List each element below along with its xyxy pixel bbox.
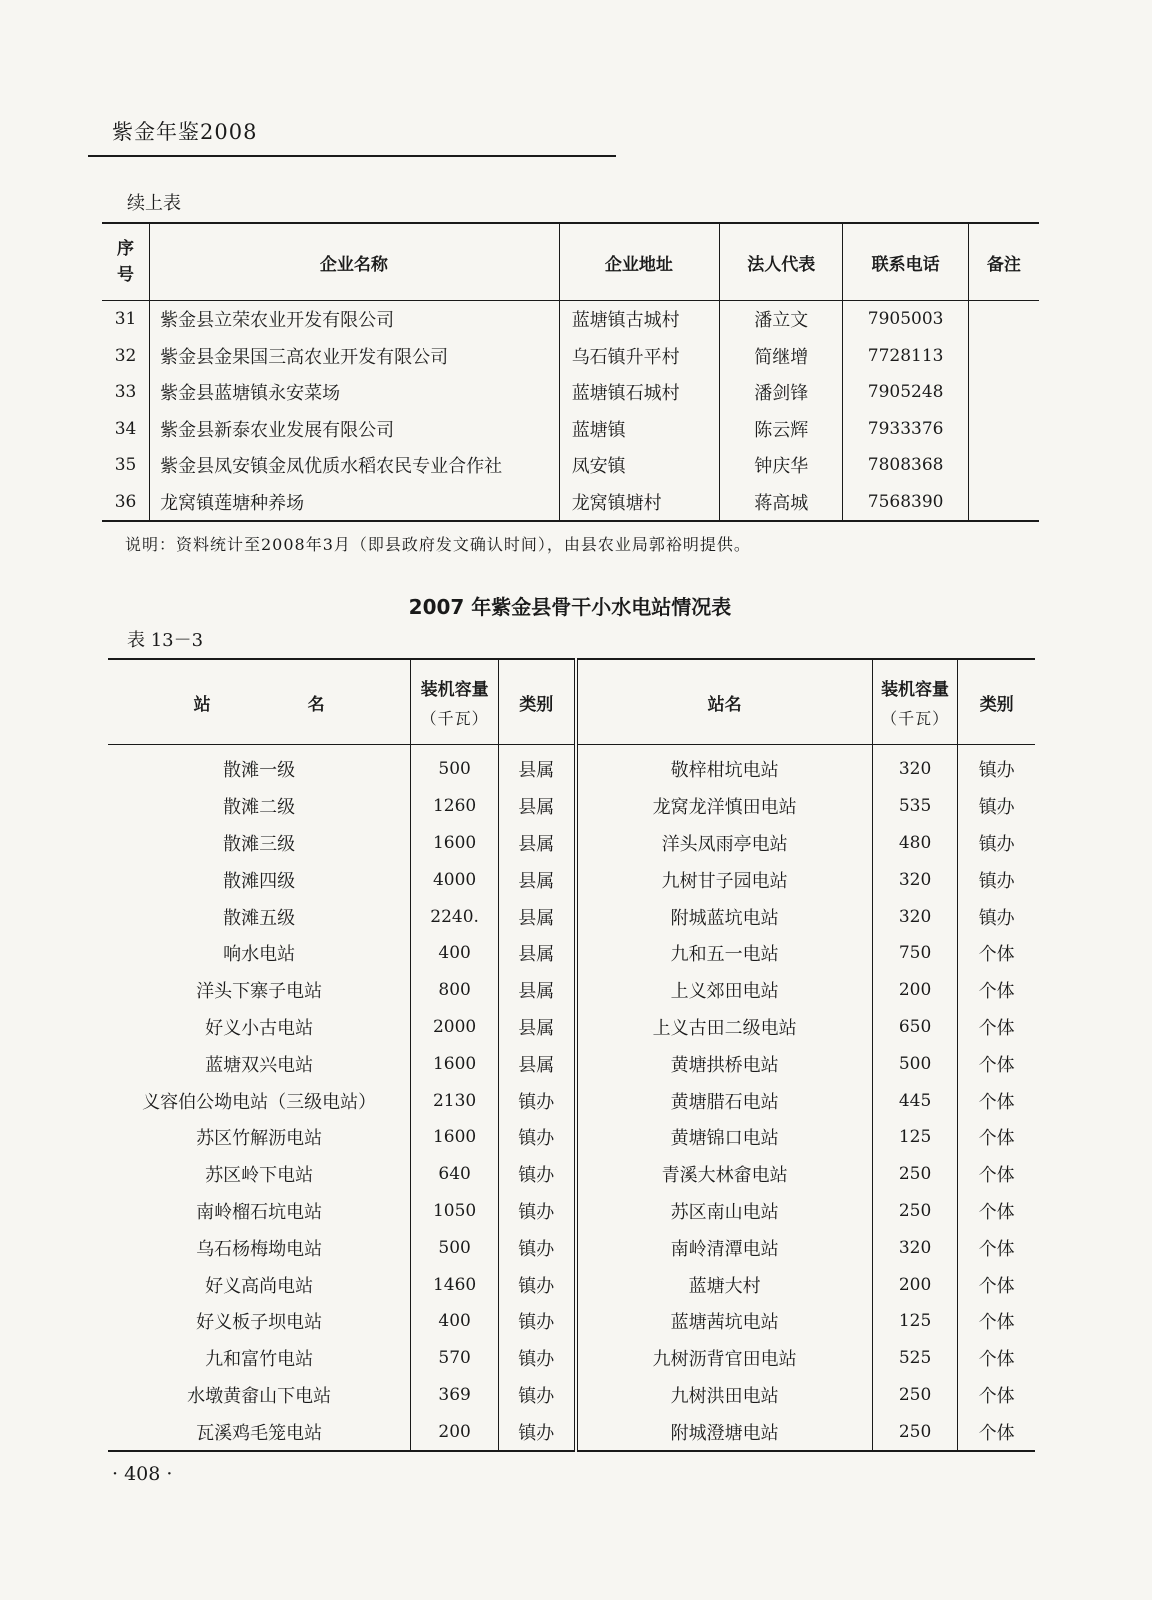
station-type: 镇办 <box>958 825 1035 862</box>
capacity-kw: 1460 <box>411 1266 499 1303</box>
station-type: 县属 <box>498 861 575 898</box>
table-row <box>108 1193 1035 1230</box>
station-type: 镇办 <box>498 1413 575 1451</box>
legal-representative: 钟庆华 <box>720 447 843 484</box>
station-name: 散滩五级 <box>223 907 296 929</box>
table-row <box>108 1266 1035 1303</box>
hydropower-table <box>108 658 1035 1452</box>
header-serial-no-line2: 号 <box>117 265 135 285</box>
table-note: 说明：资料统计至2008年3月（即县政府发文确认时间），由县农业局郭裕明提供。 <box>125 535 751 554</box>
station-name: 黄塘拱桥电站 <box>576 1045 873 1082</box>
enterprise-name: 龙窝镇莲塘种养场 <box>150 484 560 522</box>
station-type: 镇办 <box>958 861 1035 898</box>
station-name: 敬梓柑坑电站 <box>576 745 873 788</box>
station-type: 个体 <box>958 1009 1035 1046</box>
header-type-left: 类别 <box>498 659 575 745</box>
station-name: 蓝塘双兴电站 <box>205 1054 314 1076</box>
enterprise-address: 蓝塘镇 <box>559 411 719 448</box>
table-row <box>102 447 1039 484</box>
serial-no: 34 <box>114 418 137 439</box>
table-row <box>108 745 1035 788</box>
capacity-kw: 250 <box>872 1193 958 1230</box>
enterprise-address: 乌石镇升平村 <box>559 338 719 375</box>
station-name: 龙窝龙洋慎田电站 <box>576 788 873 825</box>
enterprise-address: 蓝塘镇石城村 <box>559 374 719 411</box>
header-capacity-right-label: 装机容量 <box>881 680 950 700</box>
phone: 7933376 <box>843 411 968 448</box>
station-name: 黄塘腊石电站 <box>576 1082 873 1119</box>
station-name: 附城蓝坑电站 <box>576 898 873 935</box>
station-type: 镇办 <box>958 788 1035 825</box>
capacity-kw: 320 <box>872 861 958 898</box>
remarks <box>968 338 1039 375</box>
remarks <box>968 374 1039 411</box>
station-name: 上义郊田电站 <box>576 972 873 1009</box>
table-row <box>108 1229 1035 1266</box>
station-type: 县属 <box>498 788 575 825</box>
serial-no: 35 <box>114 455 137 476</box>
enterprise-table-header <box>102 223 1039 301</box>
legal-representative: 潘立文 <box>720 301 843 338</box>
station-name: 青溪大林畲电站 <box>576 1156 873 1193</box>
enterprise-name: 紫金县立荣农业开发有限公司 <box>150 301 560 338</box>
serial-no: 33 <box>114 382 137 403</box>
capacity-kw: 2240. <box>411 898 499 935</box>
station-type: 县属 <box>498 745 575 788</box>
remarks <box>968 447 1039 484</box>
station-name: 散滩三级 <box>223 833 296 855</box>
station-name: 散滩四级 <box>223 870 296 892</box>
capacity-kw: 320 <box>872 745 958 788</box>
serial-no: 36 <box>114 491 137 512</box>
header-capacity-right <box>872 659 958 745</box>
station-type: 镇办 <box>498 1340 575 1377</box>
header-phone: 联系电话 <box>843 223 968 301</box>
capacity-kw: 125 <box>872 1119 958 1156</box>
table-row <box>108 788 1035 825</box>
header-remarks: 备注 <box>968 223 1039 301</box>
station-name: 附城澄塘电站 <box>576 1413 873 1451</box>
station-name: 南岭榴石坑电站 <box>196 1201 323 1223</box>
continued-label: 续上表 <box>127 193 181 214</box>
capacity-kw: 400 <box>411 1303 499 1340</box>
station-name: 洋头下寨子电站 <box>196 981 323 1003</box>
table-row <box>108 1377 1035 1414</box>
station-name: 乌石杨梅坳电站 <box>196 1238 323 1260</box>
station-name: 上义古田二级电站 <box>576 1009 873 1046</box>
station-name: 苏区竹解沥电站 <box>196 1128 323 1150</box>
capacity-kw: 500 <box>411 745 499 788</box>
capacity-kw: 200 <box>872 972 958 1009</box>
enterprise-address: 蓝塘镇古城村 <box>559 301 719 338</box>
station-type: 县属 <box>498 1009 575 1046</box>
header-capacity-left-unit: （千瓦） <box>420 709 489 728</box>
hydropower-table-header <box>108 659 1035 745</box>
station-name: 好义高尚电站 <box>205 1275 314 1297</box>
remarks <box>968 484 1039 522</box>
legal-representative: 简继增 <box>720 338 843 375</box>
station-type: 县属 <box>498 1045 575 1082</box>
station-name: 苏区岭下电站 <box>205 1165 314 1187</box>
capacity-kw: 320 <box>872 1229 958 1266</box>
station-name: 散滩一级 <box>223 760 296 782</box>
enterprise-name: 紫金县凤安镇金凤优质水稻农民专业合作社 <box>150 447 560 484</box>
station-name: 九和富竹电站 <box>205 1349 314 1371</box>
table-row <box>102 374 1039 411</box>
header-legal-representative: 法人代表 <box>720 223 843 301</box>
page-number: · 408 · <box>112 1463 173 1485</box>
table-row <box>108 935 1035 972</box>
table-row <box>102 411 1039 448</box>
station-name: 蓝塘大村 <box>576 1266 873 1303</box>
hydropower-table-body <box>108 745 1035 1452</box>
table-row <box>108 898 1035 935</box>
enterprise-name: 紫金县蓝塘镇永安菜场 <box>150 374 560 411</box>
legal-representative: 蒋高城 <box>720 484 843 522</box>
capacity-kw: 250 <box>872 1377 958 1414</box>
header-capacity-left <box>411 659 499 745</box>
table-row <box>102 484 1039 522</box>
table-title: 2007 年紫金县骨干小水电站情况表 <box>408 595 732 619</box>
table-row <box>108 972 1035 1009</box>
capacity-kw: 2130 <box>411 1082 499 1119</box>
enterprise-name: 紫金县新泰农业发展有限公司 <box>150 411 560 448</box>
station-name: 蓝塘茜坑电站 <box>576 1303 873 1340</box>
header-station-name-right: 站名 <box>576 659 873 745</box>
phone: 7728113 <box>843 338 968 375</box>
capacity-kw: 1600 <box>411 1119 499 1156</box>
station-type: 镇办 <box>958 898 1035 935</box>
station-name: 义容伯公坳电站（三级电站） <box>142 1091 377 1113</box>
capacity-kw: 2000 <box>411 1009 499 1046</box>
capacity-kw: 525 <box>872 1340 958 1377</box>
station-type: 个体 <box>958 1377 1035 1414</box>
station-type: 镇办 <box>498 1266 575 1303</box>
station-type: 个体 <box>958 1119 1035 1156</box>
table-row <box>102 301 1039 338</box>
remarks <box>968 411 1039 448</box>
capacity-kw: 535 <box>872 788 958 825</box>
station-name: 九树甘子园电站 <box>576 861 873 898</box>
station-type: 镇办 <box>498 1156 575 1193</box>
station-type: 镇办 <box>498 1119 575 1156</box>
legal-representative: 潘剑锋 <box>720 374 843 411</box>
header-serial-no-line1: 序 <box>117 238 135 259</box>
station-type: 个体 <box>958 935 1035 972</box>
remarks <box>968 301 1039 338</box>
table-row <box>108 1340 1035 1377</box>
capacity-kw: 1600 <box>411 1045 499 1082</box>
station-name: 洋头凤雨亭电站 <box>576 825 873 862</box>
enterprise-table-body <box>102 301 1039 522</box>
capacity-kw: 1600 <box>411 825 499 862</box>
station-name: 好义小古电站 <box>205 1017 314 1039</box>
capacity-kw: 480 <box>872 825 958 862</box>
phone: 7905003 <box>843 301 968 338</box>
header-type-right: 类别 <box>958 659 1035 745</box>
table-row <box>108 1413 1035 1451</box>
station-name: 南岭清潭电站 <box>576 1229 873 1266</box>
capacity-kw: 445 <box>872 1082 958 1119</box>
table-row <box>108 825 1035 862</box>
capacity-kw: 250 <box>872 1413 958 1451</box>
table-row <box>102 338 1039 375</box>
header-capacity-right-unit: （千瓦） <box>881 709 950 728</box>
capacity-kw: 320 <box>872 898 958 935</box>
capacity-kw: 250 <box>872 1156 958 1193</box>
header-enterprise-address: 企业地址 <box>559 223 719 301</box>
header-station-name-left-text: 站 名 <box>193 694 365 715</box>
station-type: 个体 <box>958 972 1035 1009</box>
serial-no: 31 <box>114 309 137 330</box>
header-station-name-left <box>108 659 411 745</box>
station-type: 县属 <box>498 972 575 1009</box>
table-row <box>108 1082 1035 1119</box>
station-type: 个体 <box>958 1193 1035 1230</box>
table-row <box>108 1119 1035 1156</box>
capacity-kw: 1050 <box>411 1193 499 1230</box>
station-type: 个体 <box>958 1266 1035 1303</box>
station-name: 九树沥背官田电站 <box>576 1340 873 1377</box>
station-type: 个体 <box>958 1340 1035 1377</box>
capacity-kw: 369 <box>411 1377 499 1414</box>
station-name: 水墩黄畲山下电站 <box>187 1385 332 1407</box>
station-name: 九树洪田电站 <box>576 1377 873 1414</box>
capacity-kw: 650 <box>872 1009 958 1046</box>
enterprise-address: 龙窝镇塘村 <box>559 484 719 522</box>
station-name: 响水电站 <box>223 944 296 966</box>
capacity-kw: 4000 <box>411 861 499 898</box>
legal-representative: 陈云辉 <box>720 411 843 448</box>
table-row <box>108 861 1035 898</box>
capacity-kw: 800 <box>411 972 499 1009</box>
station-name: 瓦溪鸡毛笼电站 <box>196 1422 323 1444</box>
capacity-kw: 1260 <box>411 788 499 825</box>
capacity-kw: 125 <box>872 1303 958 1340</box>
table-label: 表 13－3 <box>127 630 204 651</box>
running-header: 紫金年鉴2008 <box>112 120 258 144</box>
station-type: 个体 <box>958 1082 1035 1119</box>
station-type: 县属 <box>498 898 575 935</box>
table-row <box>108 1156 1035 1193</box>
capacity-kw: 640 <box>411 1156 499 1193</box>
station-type: 县属 <box>498 935 575 972</box>
header-serial-no <box>102 223 150 301</box>
station-type: 个体 <box>958 1303 1035 1340</box>
serial-no: 32 <box>114 345 137 366</box>
header-rule <box>88 155 616 157</box>
table-row <box>108 1009 1035 1046</box>
station-type: 个体 <box>958 1045 1035 1082</box>
station-type: 镇办 <box>498 1229 575 1266</box>
station-name: 散滩二级 <box>223 797 296 819</box>
phone: 7568390 <box>843 484 968 522</box>
station-type: 镇办 <box>498 1193 575 1230</box>
phone: 7808368 <box>843 447 968 484</box>
capacity-kw: 200 <box>411 1413 499 1451</box>
station-name: 九和五一电站 <box>576 935 873 972</box>
capacity-kw: 200 <box>872 1266 958 1303</box>
enterprise-table <box>102 222 1039 522</box>
station-name: 苏区南山电站 <box>576 1193 873 1230</box>
station-name: 好义板子坝电站 <box>196 1312 323 1334</box>
station-type: 镇办 <box>498 1377 575 1414</box>
enterprise-address: 凤安镇 <box>559 447 719 484</box>
station-type: 镇办 <box>958 745 1035 788</box>
phone: 7905248 <box>843 374 968 411</box>
header-capacity-left-label: 装机容量 <box>420 680 489 700</box>
station-type: 镇办 <box>498 1082 575 1119</box>
station-type: 个体 <box>958 1156 1035 1193</box>
table-row <box>108 1045 1035 1082</box>
capacity-kw: 400 <box>411 935 499 972</box>
table-row <box>108 1303 1035 1340</box>
station-type: 个体 <box>958 1413 1035 1451</box>
capacity-kw: 500 <box>411 1229 499 1266</box>
capacity-kw: 500 <box>872 1045 958 1082</box>
station-name: 黄塘锦口电站 <box>576 1119 873 1156</box>
station-type: 个体 <box>958 1229 1035 1266</box>
capacity-kw: 570 <box>411 1340 499 1377</box>
station-type: 县属 <box>498 825 575 862</box>
station-type: 镇办 <box>498 1303 575 1340</box>
enterprise-name: 紫金县金果国三高农业开发有限公司 <box>150 338 560 375</box>
header-enterprise-name: 企业名称 <box>150 223 560 301</box>
capacity-kw: 750 <box>872 935 958 972</box>
